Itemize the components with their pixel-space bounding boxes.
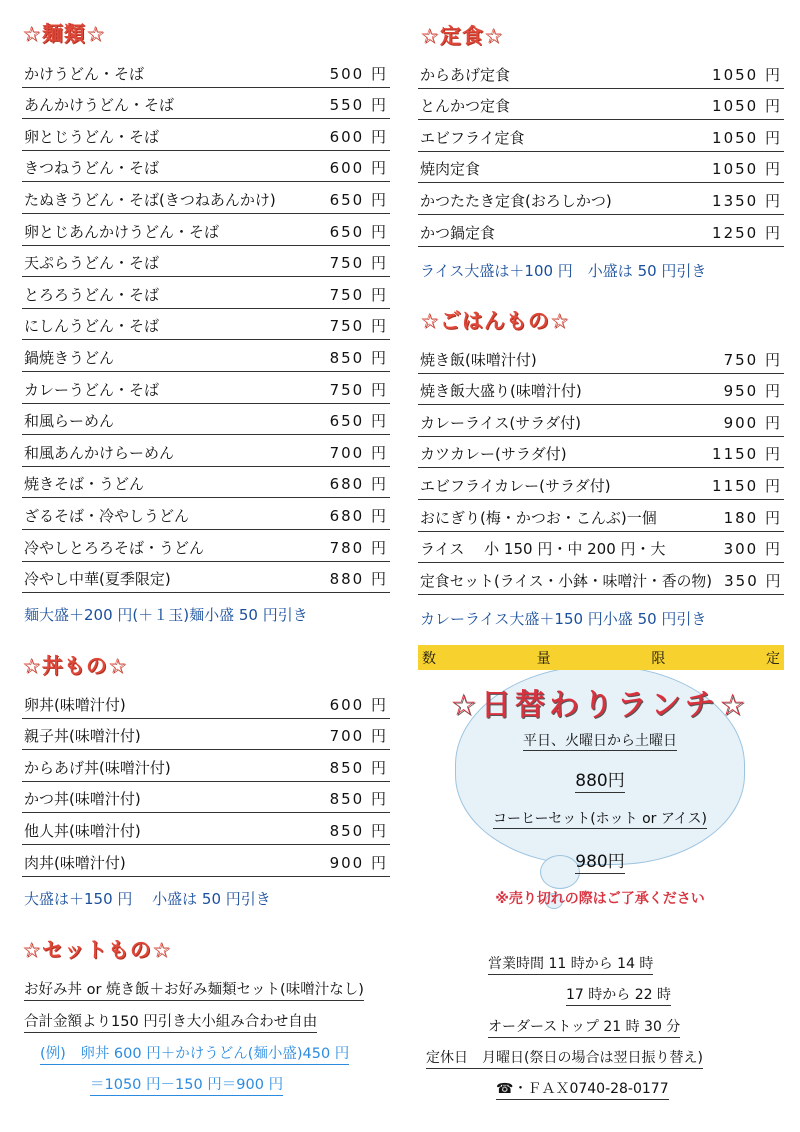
lunch-title: ☆日替わりランチ☆: [450, 688, 750, 723]
item-name: からあげ丼(味噌汁付): [24, 758, 171, 777]
item-name: 天ぷらうどん・そば: [24, 254, 160, 273]
item-price: 700 円: [329, 443, 388, 462]
item-name: からあげ定食: [420, 65, 511, 84]
menu-item: [418, 120, 784, 152]
menu-item: [22, 845, 390, 877]
item-name: 卵丼(味噌汁付): [24, 695, 126, 714]
limited-char: 数: [422, 651, 436, 667]
item-name: 焼き飯大盛り(味噌汁付): [420, 382, 582, 401]
hours-1: 営業時間 11 時から 14 時: [488, 953, 653, 975]
menu-item: [22, 404, 390, 436]
menu-item: [22, 119, 390, 151]
menu-item: [22, 88, 390, 120]
item-price: 900 円: [329, 853, 388, 872]
limited-quantity-banner: [418, 645, 784, 670]
menu-item: [22, 530, 390, 562]
item-price: 650 円: [329, 412, 388, 431]
noodles-list: [22, 56, 390, 593]
item-name: にしんうどん・そば: [24, 317, 160, 336]
soldout-note: ※売り切れの際はご了承ください: [495, 891, 705, 907]
item-price: 1250 円: [712, 223, 782, 242]
set-line2: 合計金額より150 円引き大小組み合わせ自由: [24, 1010, 317, 1033]
item-name: 他人丼(味噌汁付): [24, 821, 141, 840]
item-price: 780 円: [329, 538, 388, 557]
gohan-list: [418, 342, 784, 595]
item-price: 600 円: [329, 159, 388, 178]
menu-item: [22, 56, 390, 88]
teishoku-list: [418, 57, 784, 247]
last-order: オーダーストップ 21 時 30 分: [488, 1016, 680, 1038]
menu-item: [418, 500, 784, 532]
limited-char: 量: [536, 651, 551, 667]
menu-item: [418, 374, 784, 406]
menu-item: [22, 435, 390, 467]
item-name: エビフライ定食: [420, 128, 525, 147]
menu-item: [22, 309, 390, 341]
menu-item: [418, 152, 784, 184]
item-name: 焼肉定食: [420, 160, 481, 179]
item-name: カレーライス(サラダ付): [420, 413, 581, 432]
menu-item: [22, 372, 390, 404]
donburi-note: 大盛は＋150 円 小盛は 50 円引き: [24, 890, 271, 908]
item-name: 焼き飯(味噌汁付): [420, 350, 537, 369]
menu-item: [22, 151, 390, 183]
item-price: 680 円: [329, 475, 388, 494]
item-price: 750 円: [329, 254, 388, 273]
item-name: 和風らーめん: [24, 412, 115, 431]
item-name: ライス 小 150 円・中 200 円・大: [420, 540, 666, 559]
item-price: 650 円: [329, 190, 388, 209]
menu-item: [22, 750, 390, 782]
lunch-price: 880円: [575, 771, 625, 791]
item-name: 肉丼(味噌汁付): [24, 853, 126, 872]
item-price: 850 円: [329, 348, 388, 367]
menu-item: [418, 437, 784, 469]
item-name: 鍋焼きうどん: [24, 348, 115, 367]
item-name: あんかけうどん・そば: [24, 96, 175, 115]
hours-2: 17 時から 22 時: [566, 984, 671, 1006]
menu-item: [418, 57, 784, 89]
item-price: 300 円: [723, 540, 782, 559]
item-price: 950 円: [723, 382, 782, 401]
menu-item: [22, 813, 390, 845]
item-name: きつねうどん・そば: [24, 159, 160, 178]
item-price: 750 円: [329, 317, 388, 336]
menu-item: [418, 89, 784, 121]
item-price: 1050 円: [712, 160, 782, 179]
menu-item: [22, 687, 390, 719]
item-price: 1150 円: [712, 445, 782, 464]
noodles-note: 麺大盛＋200 円(＋１玉)麺小盛 50 円引き: [24, 606, 308, 624]
donburi-title: ☆丼もの☆: [22, 654, 128, 678]
set-example1: (例) 卵丼 600 円＋かけうどん(麺小盛)450 円: [40, 1042, 349, 1065]
menu-item: [22, 277, 390, 309]
item-name: とんかつ定食: [420, 97, 511, 116]
item-name: かつたたき定食(おろしかつ): [420, 191, 612, 210]
teishoku-title: ☆定食☆: [420, 24, 504, 48]
set-example2: ＝1050 円－150 円＝900 円: [90, 1073, 283, 1096]
item-name: たぬきうどん・そば(きつねあんかけ): [24, 190, 276, 209]
item-price: 1050 円: [712, 128, 782, 147]
coffee-price-wrap: [414, 847, 786, 872]
menu-item: [22, 246, 390, 278]
item-name: 焼きそば・うどん: [24, 475, 145, 494]
menu-item: [22, 214, 390, 246]
item-name: 冷やしとろろそば・うどん: [24, 538, 205, 557]
item-price: 1150 円: [712, 476, 782, 495]
noodles-title: ☆麺類☆: [22, 22, 106, 46]
teishoku-note: ライス大盛は＋100 円 小盛は 50 円引き: [420, 262, 707, 280]
phone-fax: ☎・ＦＡＸ0740-28-0177: [496, 1078, 669, 1100]
menu-item: [418, 468, 784, 500]
menu-item: [418, 215, 784, 247]
gohan-title: ☆ごはんもの☆: [420, 309, 570, 333]
gohan-note: カレーライス大盛＋150 円小盛 50 円引き: [420, 610, 707, 628]
item-name: 親子丼(味噌汁付): [24, 727, 141, 746]
item-price: 850 円: [329, 821, 388, 840]
item-price: 350 円: [724, 571, 783, 590]
item-price: 180 円: [723, 508, 782, 527]
item-price: 1050 円: [712, 65, 782, 84]
item-name: 定食セット(ライス・小鉢・味噌汁・香の物): [420, 571, 712, 590]
item-price: 600 円: [329, 695, 388, 714]
item-price: 650 円: [329, 222, 388, 241]
item-name: おにぎり(梅・かつお・こんぶ)一個: [420, 508, 657, 527]
item-price: 750 円: [329, 380, 388, 399]
item-name: 冷やし中華(夏季限定): [24, 570, 171, 589]
menu-item: [22, 782, 390, 814]
menu-item: [22, 467, 390, 499]
item-price: 1050 円: [712, 97, 782, 116]
menu-item: [418, 342, 784, 374]
menu-item: [22, 182, 390, 214]
coffee-set: コーヒーセット(ホット or アイス): [493, 811, 707, 827]
item-price: 680 円: [329, 506, 388, 525]
set-line1: お好み丼 or 焼き飯＋お好み麺類セット(味噌汁なし): [24, 978, 364, 1001]
limited-char: 限: [651, 651, 666, 667]
item-name: かつ鍋定食: [420, 223, 496, 242]
lunch-price-wrap: [414, 766, 786, 791]
menu-item: [418, 183, 784, 215]
item-name: かけうどん・そば: [24, 64, 145, 83]
limited-char: 定: [765, 651, 780, 667]
item-price: 500 円: [329, 64, 388, 83]
menu-item: [22, 719, 390, 751]
menu-item: [418, 563, 784, 595]
item-price: 850 円: [329, 758, 388, 777]
item-price: 880 円: [329, 570, 388, 589]
item-price: 750 円: [329, 285, 388, 304]
closed-day: 定休日 月曜日(祭日の場合は翌日振り替え): [426, 1047, 703, 1069]
item-name: かつ丼(味噌汁付): [24, 790, 141, 809]
lunch-days-wrap: [414, 730, 786, 750]
lunch-days: 平日、火曜日から土曜日: [523, 733, 677, 749]
item-name: カツカレー(サラダ付): [420, 445, 567, 464]
item-name: ざるそば・冷やしうどん: [24, 506, 190, 525]
coffee-wrap: [414, 808, 786, 828]
set-title: ☆セットもの☆: [22, 938, 172, 962]
item-price: 600 円: [329, 127, 388, 146]
item-price: 850 円: [329, 790, 388, 809]
menu-item: [22, 498, 390, 530]
item-name: カレーうどん・そば: [24, 380, 160, 399]
item-name: 卵とじあんかけうどん・そば: [24, 222, 220, 241]
menu-item: [418, 532, 784, 564]
item-price: 1350 円: [712, 191, 782, 210]
menu-item: [22, 562, 390, 594]
item-price: 900 円: [723, 413, 782, 432]
item-name: 卵とじうどん・そば: [24, 127, 160, 146]
item-name: 和風あんかけらーめん: [24, 443, 175, 462]
item-price: 700 円: [329, 727, 388, 746]
menu-item: [418, 405, 784, 437]
donburi-list: [22, 687, 390, 877]
item-price: 550 円: [329, 96, 388, 115]
item-price: 750 円: [723, 350, 782, 369]
coffee-price: 980円: [575, 852, 625, 872]
item-name: とろろうどん・そば: [24, 285, 160, 304]
menu-item: [22, 340, 390, 372]
item-name: エビフライカレー(サラダ付): [420, 476, 611, 495]
